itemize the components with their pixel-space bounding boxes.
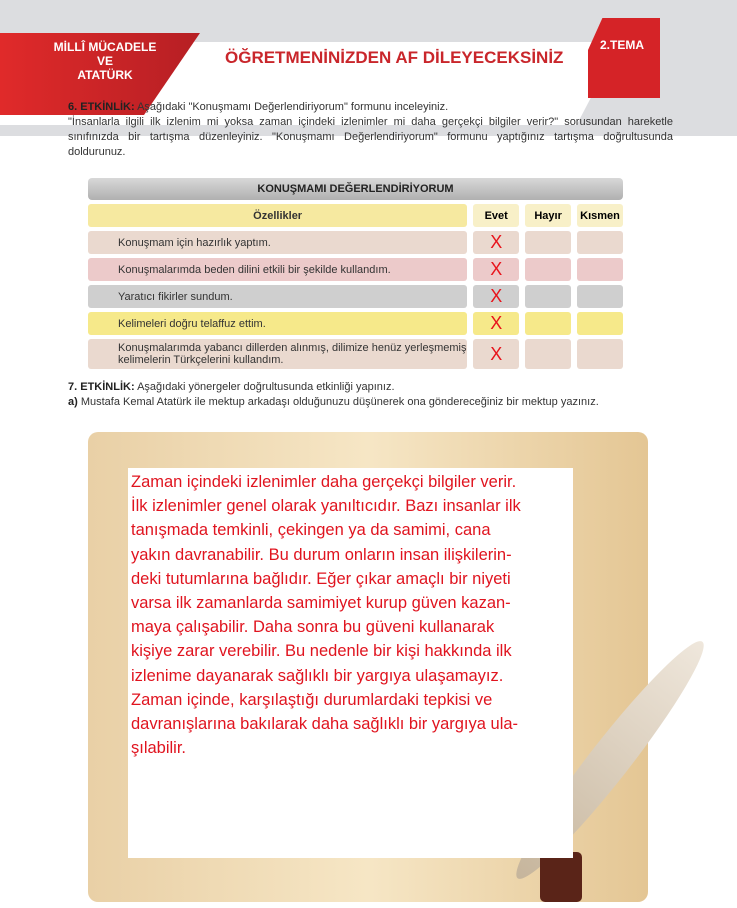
evet-cell[interactable] (473, 339, 519, 369)
answer-text: Zaman içindeki izlenimler daha gerçekçi bilgiler verir. İlk izlenimler genel olarak yanıltıcıdır. Bazı insanlar ilk tanışmada temkinli, çekingen ya da samimi, cana yakın davranabilir. Bu durum onların insan ilişkilerin- deki tutumlarına bağlıdır. Eğer çıkar amaçlı bir niyeti varsa ilk zamanlarda samimiyet kurup güven kazan- maya çalışabilir. Daha sonra bu güveni kullanarak kişiye zarar verebilir. Bu nedenle bir kişi hakkında ilk izlenime dayanarak sağlıklı bir yargıya ulaşamayız. Zaman içinde, karşılaştığı durumlardaki tepkisi ve davranışlarına bakılarak daha sağlıklı bir yargıya ula- şılabilir. (131, 473, 521, 758)
x-mark: X (490, 343, 503, 364)
criterion-label: Yaratıcı fikirler sundum. (88, 285, 467, 308)
x-mark: X (490, 286, 503, 306)
form-row (88, 312, 623, 335)
evet-cell[interactable] (473, 258, 519, 281)
form-row (88, 258, 623, 281)
kismen-cell[interactable] (577, 312, 623, 335)
criterion-label: Konuşmalarımda beden dilini etkili bir şekilde kullandım. (88, 258, 467, 281)
evaluation-form (88, 178, 623, 373)
hayir-cell[interactable] (525, 231, 571, 254)
hayir-cell[interactable] (525, 339, 571, 369)
x-mark: X (490, 313, 503, 333)
kismen-cell[interactable] (577, 339, 623, 369)
criterion-label: Kelimeleri doğru telaffuz ettim. (88, 312, 467, 335)
form-title: KONUŞMAMI DEĞERLENDİRİYORUM (88, 178, 623, 200)
hayir-cell[interactable] (525, 285, 571, 308)
activity6-text: 6. ETKİNLİK: Aşağıdaki "Konuşmamı Değerlendiriyorum" formunu inceleyiniz. "İnsanlarla ilgili ilk izlenim mi yoksa zaman içindeki izlenimler mi daha gerçekçi bilgiler verir?" sorusundan hareketle sınıfınızda bir tartışma düzenleyiniz. "Konuşmamı Değerlendiriyorum" formunu yaptığınız tartışma doğrultusunda doldurunuz. (68, 101, 673, 158)
criterion-label: Konuşmam için hazırlık yaptım. (88, 231, 467, 254)
hayir-cell[interactable] (525, 312, 571, 335)
inkwell (540, 852, 582, 902)
theme-label: 2.TEMA (600, 38, 645, 52)
kismen-cell[interactable] (577, 258, 623, 281)
form-row (88, 339, 623, 369)
x-mark: X (490, 232, 503, 252)
evet-cell[interactable] (473, 231, 519, 254)
form-header-row: Özellikler Evet Hayır Kısmen (88, 204, 623, 227)
hayir-cell[interactable] (525, 258, 571, 281)
activity7-text: 7. ETKİNLİK: Aşağıdaki yönergeler doğrultusunda etkinliği yapınız. a) Mustafa Kemal Atatürk ile mektup arkadaşı olduğunuzu düşünerek ona göndereceğiniz bir mektup yazınız. (68, 381, 599, 408)
section-name: MİLLÎ MÜCADELE VE ATATÜRK (53, 40, 157, 82)
criterion-label: Konuşmalarımda yabancı dillerden alınmış, dilimize henüz yerleşmemiş kelimelerin Türkçelerini kullandım. (88, 339, 467, 369)
kismen-cell[interactable] (577, 231, 623, 254)
kismen-cell[interactable] (577, 285, 623, 308)
theme-ribbon (588, 18, 660, 98)
form-row (88, 285, 623, 308)
x-mark: X (490, 259, 503, 279)
evet-cell[interactable] (473, 285, 519, 308)
page-title: ÖĞRETMENİNİZDEN AF DİLEYECEKSİNİZ (225, 48, 564, 67)
evet-cell[interactable] (473, 312, 519, 335)
form-row (88, 231, 623, 254)
